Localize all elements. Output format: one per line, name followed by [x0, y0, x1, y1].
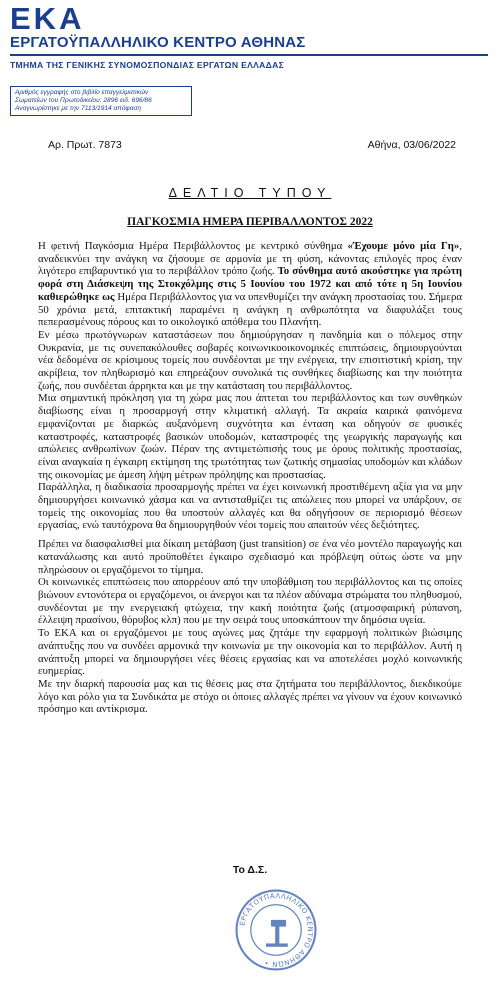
press-release-heading: ΔΕΛΤΙΟ ΤΥΠΟΥ	[168, 186, 332, 200]
paragraph-5: Πρέπει να διασφαλισθεί μια δίκαιη μετάβαση (just transition) σε ένα νέο μοντέλο παραγωγής και κατανάλωσης και αυτό προϋποθέτει έγκαιρο σχεδιασμό και πρόβλεψη ούτως ώστε να μην πληρώσουν οι εργαζόμενοι το τίμημα.	[38, 538, 462, 576]
organization-name: ΕΡΓΑΤΟΫΠΑΛΛΗΛΙΚΟ ΚΕΝΤΡΟ ΑΘΗΝΑΣ	[10, 34, 306, 51]
document-body	[38, 240, 462, 716]
paragraph-2: Εν μέσω πρωτόγνωρων καταστάσεων που δημιούργησαν η πανδημία και ο πόλεμος στην Ουκρανία, με τις συνεπακόλουθες σοβαρές κοινωνικοοικονομικές επιπτώσεις, δημιουργούνται νέα δεδομένα σε κρίσιμους τομείς που συνδέονται με την ενέργεια, την επισιτιστική κρίση, την ακρίβεια, τον πληθωρισμό και επηρεάζουν συνολικά τις συνθήκες διαβίωσης και την ποιότητα ζωής, που συνδέεται άρρηκτα και με την κατάσταση του περιβάλλοντος.	[38, 328, 462, 392]
svg-text:ΕΡΓΑΤΟΫΠΑΛΛΗΛΙΚΟ ΚΕΝΤΡΟ ΑΘΗΝΩΝ: ΕΡΓΑΤΟΫΠΑΛΛΗΛΙΚΟ ΚΕΝΤΡΟ ΑΘΗΝΩΝ •	[238, 891, 314, 969]
registration-line: Σωματείων του Πρωτοδικείου: 2896 ειδ. 696/86	[15, 97, 152, 104]
paragraph-7: Το ΕΚΑ και οι εργαζόμενοι με τους αγώνες μας ζητάμε την εφαρμογή πολιτικών βιώσιμης ανάπτυξης που να συνδέει αρμονικά την κοινωνία με την οικονομία και το περιβάλλον. Αυτή η ανάπτυξη μπορεί να δημιουργήσει νέες θέσεις εργασίας και να αποτελέσει μοχλό κοινωνικής ευημερίας.	[38, 627, 462, 678]
paragraph-8: Με την διαρκή παρουσία μας και τις θέσεις μας στα ζητήματα του περιβάλλοντος, διεκδικούμε λόγο και ρόλο για τα Συνδικάτα με στόχο οι όποιες αλλαγές πρέπει να γίνουν να έχουν κοινωνικό πρόσημο και αντίκρισμα.	[38, 677, 462, 716]
letterhead	[10, 1, 490, 71]
paragraph-4: Παράλληλα, η διαδικασία προσαρμογής πρέπει να έχει κοινωνική προστιθέμενη αξία για να μην δημιουργήσει κοινωνικό χάσμα και να αντισταθμίζει τις απώλειες που μπορεί να υπάρξουν, σε τομείς της οικονομίας που θα υποστούν αλλαγές και θα οδηγήσουν σε περιορισμό θέσεων εργασίας, ενώ ταυτόχρονα θα δημιουργηθούν νέοι τομείς που απαιτούν νέες δεξιότητες.	[38, 481, 462, 532]
organization-subtitle: ΤΜΗΜΑ ΤΗΣ ΓΕΝΙΚΗΣ ΣΥΝΟΜΟΣΠΟΝΔΙΑΣ ΕΡΓΑΤΩΝ ΕΛΛΑΔΑΣ	[10, 60, 285, 70]
signature: Το Δ.Σ.	[232, 864, 268, 876]
header-divider	[10, 54, 488, 56]
registration-line: Αναγνωρίστηκε με την 7113/1914 απόφαση	[15, 105, 142, 112]
organization-seal	[234, 888, 318, 972]
registration-box	[10, 86, 192, 116]
document-title: ΠΑΓΚΟΣΜΙΑ ΗΜΕΡΑ ΠΕΡΙΒΑΛΛΟΝΤΟΣ 2022	[127, 216, 373, 228]
protocol-number: Αρ. Πρωτ. 7873	[48, 139, 122, 151]
paragraph-6: Οι κοινωνικές επιπτώσεις που απορρέουν από την υποβάθμιση του περιβάλλοντος και τις οποίες βιώνουν εντονότερα οι εργαζόμενοι, οι άνεργοι και τα πλέον αδύναμα στρώματα του πληθυσμού, συνδέονται με την ενεργειακή φτώχεια, την κακή ποιότητα ζωής (ατμοσφαιρική ρύπανση, έλλειψη πρασίνου, θόρυβος κλπ) που με την σειρά τους υποσκάπτουν την δημόσια υγεία.	[38, 576, 462, 627]
eka-logo: ΕΚΑ	[10, 1, 85, 36]
paragraph-3: Μια σημαντική πρόκληση για τη χώρα μας που άπτεται του περιβάλλοντος και των συνθηκών διαβίωσης είναι η προσαρμογή στην κλιματική αλλαγή. Τα ακραία καιρικά φαινόμενα εμφανίζονται με διαρκώς αυξανόμενη συχνότητα και ένταση και οδηγούν σε φυσικές καταστροφές, καταστροφές βασικών υποδομών, καταστροφές της γεωργικής παραγωγής και απώλειες ανθρωπίνων ζωών. Πέραν της αντιμετώπισής τους με όρους πολιτικής προστασίας, είναι αναγκαία η έγκαιρη εκτίμηση της τρωτότητας των ζωτικής σημασίας υποδομών και κλάδων της οικονομίας με άμεση λήψη μέτρων πρόληψης και προστασίας.	[38, 392, 462, 481]
slogan: «Έχουμε μόνο μία Γη»	[347, 240, 460, 252]
history-statement: Το σύνθημα αυτό ακούστηκε για πρώτη φορά στη Διάσκεψη της Στοκχόλμης στις 5 Ιουνίου του 1972 και από τότε η 5η Ιουνίου καθιερώθηκε ως	[38, 265, 462, 303]
hammer-icon	[266, 920, 288, 947]
registration-line: Αριθμός εγγραφής στο βιβλίο επαγγελματικών	[15, 89, 149, 96]
place-date: Αθήνα, 03/06/2022	[367, 139, 456, 151]
paragraph-1: Η φετινή Παγκόσμια Ημέρα Περιβάλλοντος με κεντρικό σύνθημα «Έχουμε μόνο μία Γη», αναδεικνύει την ανάγκη να ζήσουμε σε αρμονία με τη φύση, κάνοντας επιλογές προς έναν λιγότερο επιβαρυντικό για το περιβάλλον τρόπο ζωής. Το σύνθημα αυτό ακούστηκε για πρώτη φορά στη Διάσκεψη της Στοκχόλμης στις 5 Ιουνίου του 1972 και από τότε η 5η Ιουνίου καθιερώθηκε ως Ημέρα Περιβάλλοντος για να υπενθυμίζει την ανάγκη προστασίας του. Σήμερα 50 χρόνια μετά, επιτακτική παραμένει η ανάγκη η ανθρωπότητα να διαφυλάξει τους πεπερασμένους πόρους και το οικολογικό απόθεμα του Πλανήτη.	[38, 240, 462, 329]
